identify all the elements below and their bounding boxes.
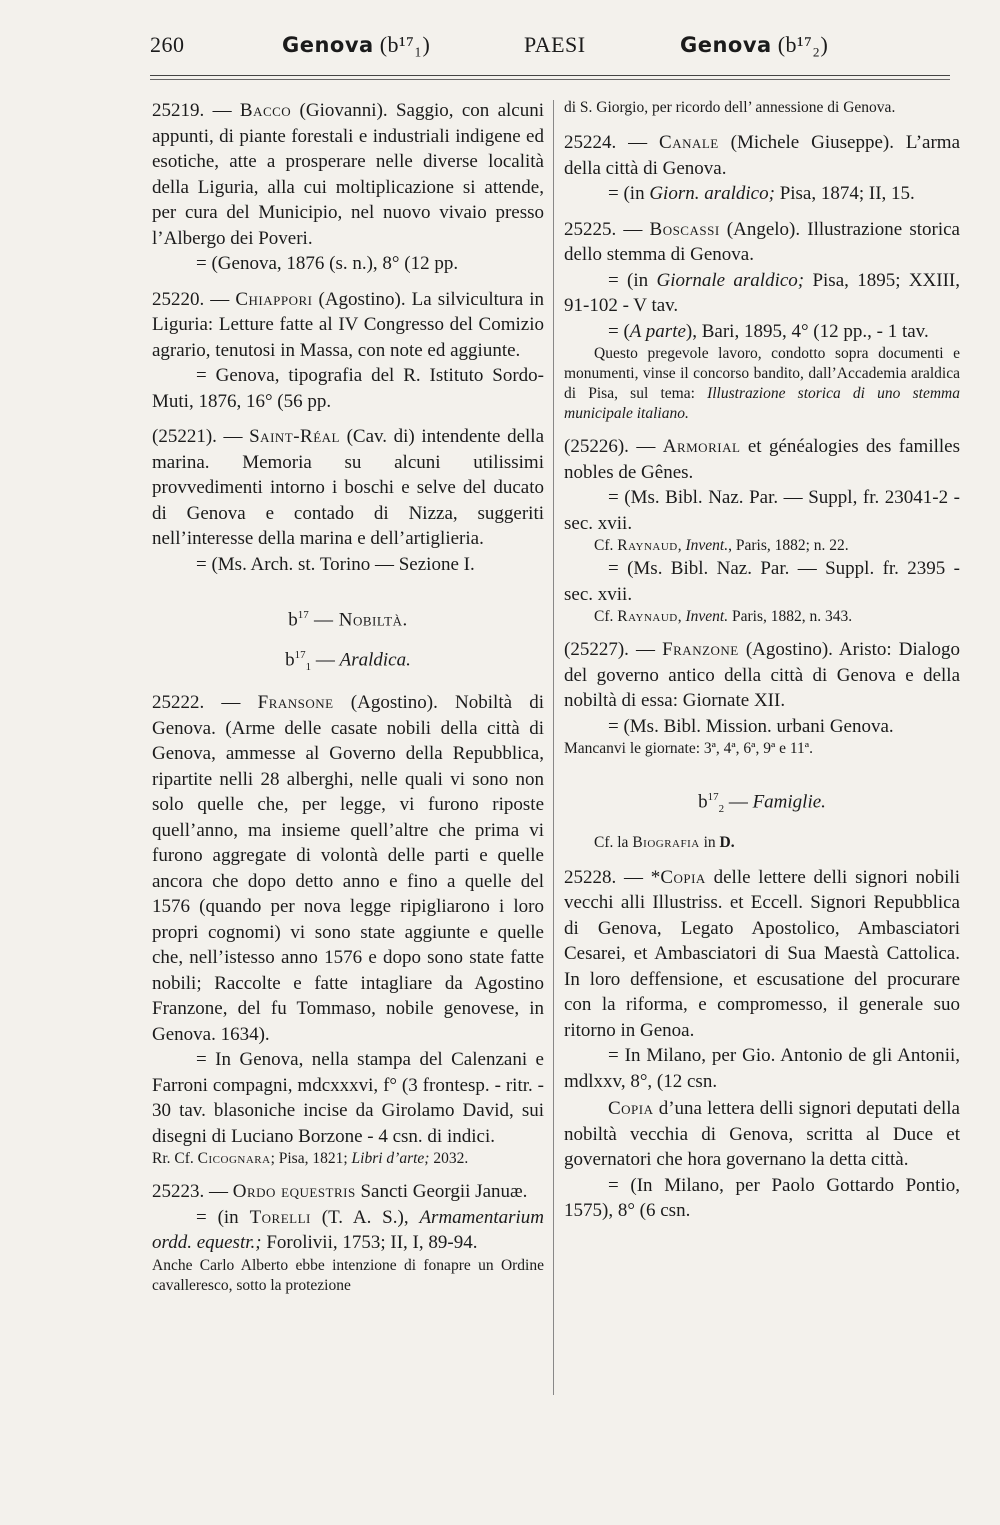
- header-rule-thin: [150, 79, 950, 80]
- note-title: Illustrazione storica di uno stemma municipale italiano.: [564, 385, 960, 422]
- entry-imprint: = (Ms. Bibl. Naz. Par. — Suppl, fr. 23041-2 - sec. xvii.: [564, 487, 960, 534]
- page-number: 260: [150, 32, 185, 57]
- entry-25221: [152, 424, 544, 577]
- entry-reference-second: [564, 607, 960, 627]
- subsection-heading-araldica: $b^{17}_1$ — Araldica.: [285, 648, 411, 673]
- entry-imprint: [564, 268, 960, 319]
- entry-second-work: [564, 1096, 960, 1173]
- section-code-sub: 1: [305, 660, 312, 673]
- entry-title: (Angelo). Illustrazione storica dello stemma di Genova.: [564, 218, 960, 265]
- entry-25225: [564, 217, 960, 425]
- entry-author: Saint-Réal: [249, 426, 340, 447]
- left-title: Genova: [282, 33, 374, 57]
- subsection-heading-famiglie: $b^{17}_2$ — Famiglie.: [698, 791, 826, 816]
- entry-imprint: [564, 181, 960, 207]
- entry-imprint: = (Genova, 1876 (s. n.), 8° (12 pp.: [196, 253, 459, 274]
- column-divider: [553, 100, 554, 1395]
- entry-author: Copia: [660, 866, 706, 888]
- entry-title: Sancti Georgii Januæ.: [355, 1181, 528, 1203]
- ref-title: Invent.: [685, 537, 729, 554]
- entry-note: Anche Carlo Alberto ebbe intenzione di fonapre un Ordine cavalleresco, sotto la protezione: [152, 1256, 544, 1294]
- entry-number: (25227). —: [564, 639, 663, 660]
- entry-note: Mancanvi le giornate: 3ª, 4ª, 6ª, 9ª e 11ª.: [564, 740, 813, 757]
- section-label: — Nobiltà.: [308, 609, 408, 631]
- right-title: Genova: [680, 33, 772, 57]
- entry-title: (Agostino). Nobiltà di Genova. (Arme delle casate nobili della città di Genova, ammesse al Governo della Repubblica, ripartite nelli 28 alberghi, nelle quali vi sono non solo quelle che, per legge, vi furono riposte quell’anno, ma insieme quell’altre che prima vi furono aggregate di volontà delle parti e quelle ancora che dopo detto anno e fino a quelle del 1576 (quando per nova legge ripigliarono i loro propri cognomi) vi sono state aggiunte e quelle che, nell’istesso anno 1576 e dopo sono state fatte nobili; Raccolte e fatte intagliare da Agostino Franzone, del fu Tommaso, nobile genovese, in Genova. 1634).: [152, 692, 544, 1045]
- entry-imprint: = (Ms. Arch. st. Torino — Sezione I.: [196, 553, 475, 575]
- entry-title: (Cav. di) intendente della marina. Memoria su alcuni utilissimi provvedimenti intorno i boschi e selve del ducato di Genova e contado di Nizza, suggeriti nell’interesse della marina e dell’artiglieria.: [152, 426, 545, 549]
- entry-title: (Giovanni). Saggio, con alcuni appunti, di piante forestali e industriali indigene ed esotiche, atte a prosperare nelle diverse località della Liguria, alla cui moltiplicazione si attende, per cura del Municipio, nel nuovo vivaio presso l’Albergo dei Poveri.: [152, 100, 544, 249]
- section-code-sub: 2: [718, 803, 725, 816]
- right-column: [564, 98, 960, 1234]
- entry-title: delle lettere delli signori nobili vecchi alli Illustriss. et Eccell. Signori Repubblica di Genova, Legato Apostolico, Ambasciatori Cesarei, et Ambasciatori di Sua Maestà Cattolica. In loro deffensione, et escusatione del procurare con la riforma, e compromesso, il generale suo ritorno in Genoa.: [564, 866, 960, 1041]
- ref-author: Cicognara: [197, 1150, 271, 1168]
- cf-section: D.: [719, 833, 735, 851]
- entry-imprint: = Genova, tipografia del R. Istituto Sordo-Muti, 1876, 16° (56 pp.: [152, 365, 544, 412]
- entry-number: 25224. —: [564, 132, 660, 153]
- entry-imprint-second: = (In Milano, per Paolo Gottardo Pontio, 1575), 8° (6 csn.: [564, 1174, 960, 1222]
- entry-imprint-second: = (Ms. Bibl. Naz. Par. — Suppl. fr. 2395 - sec. xvii.: [564, 558, 960, 605]
- entry-number: 25228. — *: [564, 866, 661, 888]
- ref-number: 2032.: [429, 1150, 469, 1168]
- entry-25223: [152, 1179, 544, 1296]
- ref-place: ; Pisa, 1821;: [270, 1150, 352, 1168]
- entry-number: (25226). —: [564, 436, 663, 457]
- entry-number: 25220. —: [152, 288, 236, 310]
- imprint-details: Pisa, 1895; XXIII, 91-102 - V tav.: [564, 269, 960, 316]
- imprint-title: Giorn. araldico;: [649, 183, 775, 204]
- cf-in: in: [699, 833, 720, 851]
- ref-author: Raynaud: [617, 608, 678, 625]
- imprint-prefix: = (in: [608, 183, 650, 204]
- entry-imprint: = In Genova, nella stampa del Calenzani e Farroni compagni, mdcxxxvi, f° (3 frontesp. - ritr. - 30 tav. blasoniche incise da Girolamo David, sui disegni di Luciano Borzone - 4 csn. di indici.: [152, 1049, 544, 1147]
- imprint-title: A parte: [629, 320, 686, 342]
- imprint-prefix: = (in: [608, 269, 657, 291]
- right-code: (b¹⁷₂): [777, 32, 829, 57]
- entry-author: Armorial: [662, 436, 741, 457]
- entry-author: Boscassi: [649, 218, 720, 240]
- section-code-sup: 17: [707, 791, 719, 803]
- entry-25222: [152, 690, 544, 1169]
- section-code-sup: 17: [294, 648, 306, 661]
- imprint-author: Torelli: [249, 1206, 311, 1228]
- entry-25227: [564, 637, 960, 759]
- section-code-sup: 17: [297, 609, 309, 621]
- entry-number: 25222. —: [152, 692, 258, 714]
- cross-reference: [564, 833, 960, 853]
- entry-author: Bacco: [239, 100, 292, 121]
- section-label: Araldica.: [339, 649, 411, 671]
- ref-prefix: Cf.: [594, 608, 618, 625]
- imprint-prefix: = (: [608, 320, 630, 342]
- imprint-title: Giornale araldico;: [656, 269, 805, 291]
- imprint-details: ), Bari, 1895, 4° (12 pp., - 1 tav.: [685, 320, 929, 342]
- cf-prefix: Cf. la: [594, 833, 633, 851]
- section-code: b: [288, 609, 298, 631]
- entry-number: 25225. —: [564, 218, 650, 240]
- entry-25226: [564, 434, 960, 627]
- entry-author: Ordo equestris: [232, 1181, 356, 1203]
- entry-author: Chiappori: [235, 288, 313, 310]
- imprint-title: Armamentarium ordd. equestr.;: [152, 1206, 545, 1254]
- entry-25228: [564, 865, 960, 1224]
- entry-note: [564, 344, 960, 424]
- section-label: Famiglie.: [752, 791, 826, 813]
- entry-25219: [152, 98, 544, 277]
- entry-author: Canale: [659, 132, 719, 153]
- running-header: [150, 32, 950, 76]
- entry-number: 25223. —: [152, 1181, 233, 1203]
- cf-target: Biografia: [632, 833, 700, 851]
- right-running-title: [680, 32, 828, 58]
- ref-title: Libri d’arte;: [351, 1150, 430, 1168]
- entry-author: Copia: [608, 1098, 654, 1120]
- entry-25224: [564, 130, 960, 207]
- entry-reference: [152, 1149, 544, 1169]
- entry-title: d’una lettera delli signori deputati della nobiltà vecchia di Genova, scritta al Duce et governatori che hora governano la detta città.: [564, 1098, 960, 1171]
- left-code: (b¹⁷₁): [379, 32, 431, 57]
- ref-author: Raynaud: [617, 537, 678, 554]
- imprint-initials: (T. A. S.),: [310, 1206, 420, 1228]
- ref-details: Paris, 1882, n. 343.: [728, 608, 853, 625]
- ref-sep: ,: [677, 537, 686, 554]
- entry-25220: [152, 287, 544, 415]
- imprint-details: Pisa, 1874; II, 15.: [774, 183, 915, 204]
- note-text: Questo pregevole lavoro, condotto sopra documenti e monumenti, vinse il concorso bandito, dall’Accademia araldica di Pisa, sul tema:: [564, 345, 960, 402]
- ref-prefix: Cf.: [594, 537, 618, 554]
- section-code: b: [698, 791, 708, 813]
- imprint-details: Forolivii, 1753; II, I, 89-94.: [261, 1232, 478, 1254]
- entry-title: (Agostino). La silvicultura in Liguria: Letture fatte al IV Congresso del Comizio agrario, tenutosi in Massa, con note ed aggiunte.: [152, 288, 544, 361]
- continued-note: di S. Giorgio, per ricordo dell’ annessione di Genova.: [564, 99, 896, 116]
- entry-title: et généalogies des familles nobles de Gênes.: [564, 436, 960, 483]
- entry-number: 25219. —: [152, 100, 240, 121]
- ref-title: Invent.: [685, 608, 729, 625]
- entry-number: (25221). —: [152, 426, 250, 447]
- ref-sep: ,: [677, 608, 686, 625]
- left-column: [152, 98, 544, 1306]
- section-code: b: [285, 649, 295, 671]
- entry-title: (Agostino). Aristo: Dialogo del governo antico della città di Genova e della nobiltà di essa: Giornate XII.: [564, 639, 960, 711]
- section-heading-nobilta: [152, 603, 544, 633]
- entry-title: (Michele Giuseppe). L’arma della città di Genova.: [564, 132, 961, 179]
- entry-author: Franzone: [662, 639, 739, 660]
- entry-imprint: = (Ms. Bibl. Mission. urbani Genova.: [608, 715, 894, 737]
- entry-imprint: [152, 1205, 544, 1256]
- entry-author: Fransone: [257, 692, 334, 714]
- entry-imprint: = In Milano, per Gio. Antonio de gli Antonii, mdlxxv, 8°, (12 csn.: [564, 1045, 960, 1092]
- header-rule: [150, 75, 950, 76]
- left-running-title: [282, 32, 430, 58]
- entry-reference: [564, 536, 960, 556]
- section-title: PAESI: [524, 32, 586, 57]
- ref-prefix: Rr. Cf.: [152, 1150, 198, 1168]
- ref-details: , Paris, 1882; n. 22.: [728, 537, 849, 554]
- entry-imprint-offprint: [564, 319, 960, 345]
- imprint-prefix: = (in: [196, 1206, 250, 1228]
